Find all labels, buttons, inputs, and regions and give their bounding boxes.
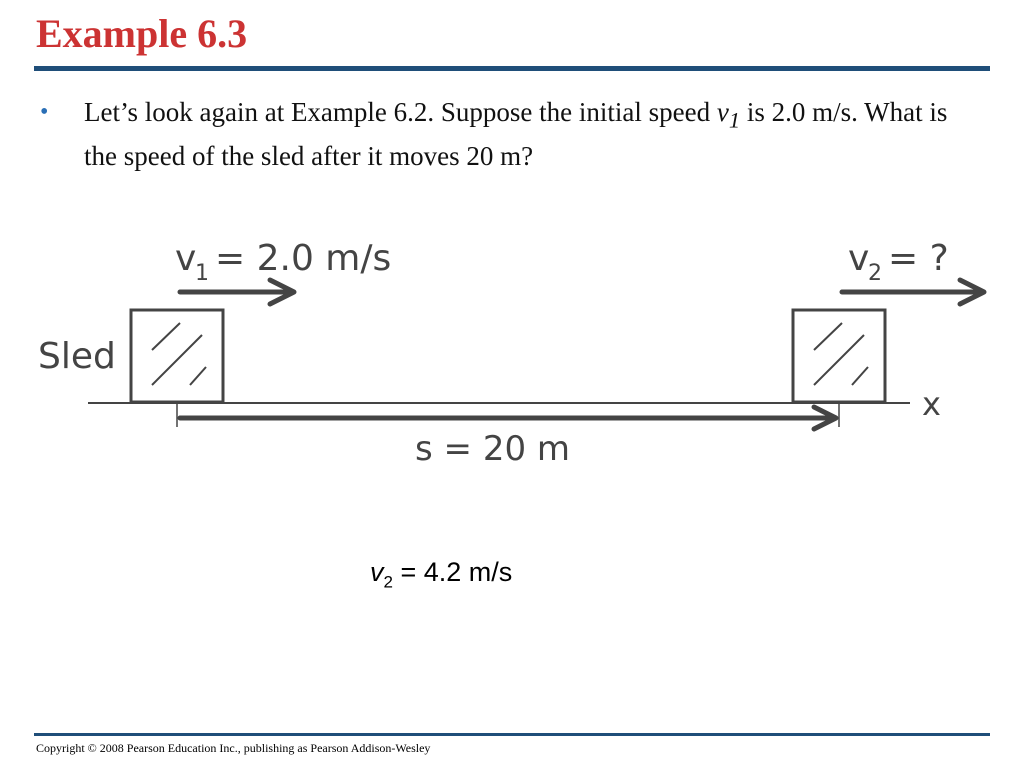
answer-subscript: 2	[383, 572, 393, 592]
answer-value: = 4.2 m/s	[392, 557, 513, 587]
answer	[370, 557, 512, 592]
v1-label	[175, 238, 391, 286]
footer-divider	[34, 733, 990, 736]
copyright-footer: Copyright © 2008 Pearson Education Inc., publishing as Pearson Addison-Wesley	[36, 741, 431, 755]
sled-label: Sled	[38, 336, 116, 377]
distance-label: s = 20 m	[415, 429, 571, 469]
sled-start-box	[131, 310, 223, 402]
v2-arrow	[842, 280, 984, 304]
x-axis-label: x	[922, 385, 941, 423]
distance-arrow	[177, 403, 839, 429]
v2-label	[848, 238, 949, 286]
answer-variable: v	[370, 557, 384, 587]
sled-end-box	[793, 310, 885, 402]
v1-subscript: 1	[195, 261, 209, 286]
bullet-text-part-a: Let’s look again at Example 6.2. Suppose the initial speed	[84, 97, 717, 127]
v2-subscript: 2	[868, 261, 882, 286]
bullet-marker: •	[40, 99, 49, 125]
sled-diagram	[30, 215, 1000, 475]
v2-value: = ?	[888, 238, 949, 279]
slide-title: Example 6.3	[36, 11, 248, 56]
bullet-text-part-b: is 2.0 m/s. What is the speed of the sled after it moves 20 m?	[84, 97, 948, 172]
bullet-text	[84, 94, 964, 174]
v1-symbol: v	[175, 238, 197, 279]
bullet-variable: $v_1$	[716, 97, 741, 133]
v2-symbol: v	[848, 238, 870, 279]
title-divider	[34, 66, 990, 71]
v1-value: = 2.0 m/s	[215, 238, 392, 279]
